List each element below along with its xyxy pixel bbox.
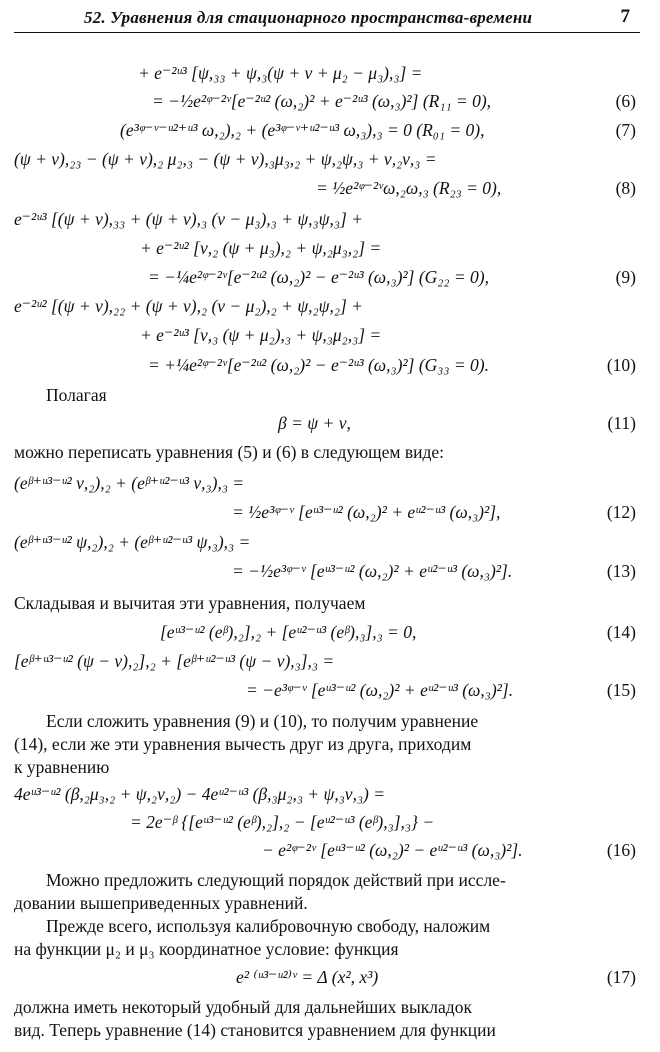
equation-line: + e⁻²ᵘ³ [ψ,₃₃ + ψ,₃(ψ + ν + μ₂ − μ₃),₃] = bbox=[138, 63, 423, 83]
equation-number: (14) bbox=[606, 622, 636, 642]
equation-number: (12) bbox=[606, 502, 636, 522]
page-number: 7 bbox=[620, 6, 630, 27]
paragraph-line: Прежде всего, используя калибровочную свободу, наложим bbox=[46, 916, 491, 936]
equation-line: = +¼e²ᵠ⁻²ᵛ[e⁻²ᵘ² (ω,₂)² − e⁻²ᵘ³ (ω,₃)²] (G₃₃ = 0). bbox=[148, 355, 489, 375]
equation-line: = −½e³ᵠ⁻ᵛ [eᵘ³⁻ᵘ² (ω,₂)² + eᵘ²⁻ᵘ³ (ω,₃)²]. bbox=[232, 561, 513, 581]
paragraph-line: довании вышеприведенных уравнений. bbox=[14, 893, 308, 913]
equation-line: e² ⁽ᵘ³⁻ᵘ²⁾ᵛ = Δ (x², x³) bbox=[236, 967, 379, 987]
paragraph-line: Если сложить уравнения (9) и (10), то получим уравнение bbox=[46, 711, 479, 731]
equation-number: (15) bbox=[606, 680, 636, 700]
equation-line: (ψ + ν),₂₃ − (ψ + ν),₂ μ₂,₃ − (ψ + ν),₃μ₃,₂ + ψ,₂ψ,₃ + ν,₂ν,₃ = bbox=[14, 149, 437, 169]
equation-number: (9) bbox=[615, 267, 636, 287]
equation-line: (e³ᵠ⁻ᵛ⁻ᵘ²⁺ᵘ³ ω,₂),₂ + (e³ᵠ⁻ᵛ⁺ᵘ²⁻ᵘ³ ω,₃),₃ = 0 (R₀₁ = 0), bbox=[120, 120, 485, 140]
equation-line: = ½e³ᵠ⁻ᵛ [eᵘ³⁻ᵘ² (ω,₂)² + eᵘ²⁻ᵘ³ (ω,₃)²], bbox=[232, 502, 501, 522]
paragraph-line: Полагая bbox=[46, 385, 107, 405]
equation-number: (16) bbox=[606, 840, 636, 860]
equation-line: 4eᵘ³⁻ᵘ² (β,₂μ₃,₂ + ψ,₂ν,₂) − 4eᵘ²⁻ᵘ³ (β,₃μ₂,₃ + ψ,₃ν,₃) = bbox=[14, 784, 386, 804]
equation-line: = ½e²ᵠ⁻²ᵛω,₂ω,₃ (R₂₃ = 0), bbox=[316, 178, 502, 198]
equation-line: = −½e²ᵠ⁻²ᵛ[e⁻²ᵘ² (ω,₂)² + e⁻²ᵘ³ (ω,₃)²] (R₁₁ = 0), bbox=[152, 91, 492, 111]
equation-number: (6) bbox=[615, 91, 636, 111]
equation-number: (11) bbox=[607, 413, 636, 433]
paragraph-line: на функции μ₂ и μ₃ координатное условие: функция bbox=[14, 939, 399, 959]
paragraph-line: Можно предложить следующий порядок действий при иссле- bbox=[46, 870, 506, 890]
equation-line: [eᵘ³⁻ᵘ² (eᵝ),₂],₂ + [eᵘ²⁻ᵘ³ (eᵝ),₃],₃ = 0, bbox=[160, 622, 417, 642]
equation-line: β = ψ + ν, bbox=[278, 413, 351, 433]
equation-line: (eᵝ⁺ᵘ³⁻ᵘ² ψ,₂),₂ + (eᵝ⁺ᵘ²⁻ᵘ³ ψ,₃),₃ = bbox=[14, 532, 251, 552]
paragraph-line: Складывая и вычитая эти уравнения, получаем bbox=[14, 593, 366, 613]
equation-line: [eᵝ⁺ᵘ³⁻ᵘ² (ψ − ν),₂],₂ + [eᵝ⁺ᵘ²⁻ᵘ³ (ψ − ν),₃],₃ = bbox=[14, 651, 335, 671]
paragraph-line: (14), если же эти уравнения вычесть друг из друга, приходим bbox=[14, 734, 472, 754]
equation-line: − e²ᵠ⁻²ᵛ [eᵘ³⁻ᵘ² (ω,₂)² − eᵘ²⁻ᵘ³ (ω,₃)²]. bbox=[262, 840, 523, 860]
equation-line: (eᵝ⁺ᵘ³⁻ᵘ² ν,₂),₂ + (eᵝ⁺ᵘ²⁻ᵘ³ ν,₃),₃ = bbox=[14, 473, 245, 493]
equation-number: (8) bbox=[615, 178, 636, 198]
equation-number: (7) bbox=[615, 120, 636, 140]
equation-number: (10) bbox=[606, 355, 636, 375]
equation-line: + e⁻²ᵘ³ [ν,₃ (ψ + μ₂),₃ + ψ,₃μ₂,₃] = bbox=[140, 325, 382, 345]
equation-line: = −¼e²ᵠ⁻²ᵛ[e⁻²ᵘ² (ω,₂)² − e⁻²ᵘ³ (ω,₃)²] (G₂₂ = 0), bbox=[148, 267, 489, 287]
equation-number: (13) bbox=[606, 561, 636, 581]
equation-number: (17) bbox=[606, 967, 636, 987]
running-header bbox=[14, 6, 640, 33]
equation-line: = −e³ᵠ⁻ᵛ [eᵘ³⁻ᵘ² (ω,₂)² + eᵘ²⁻ᵘ³ (ω,₃)²]. bbox=[246, 680, 514, 700]
paragraph-line: можно переписать уравнения (5) и (6) в следующем виде: bbox=[14, 442, 445, 462]
header-title: 52. Уравнения для стационарного пространства-времени bbox=[84, 8, 533, 27]
paragraph-line: должна иметь некоторый удобный для дальнейших выкладок bbox=[14, 997, 472, 1017]
equation-line: e⁻²ᵘ³ [(ψ + ν),₃₃ + (ψ + ν),₃ (ν − μ₃),₃ + ψ,₃ψ,₃] + bbox=[14, 209, 363, 229]
paragraph-line: к уравнению bbox=[14, 757, 110, 777]
equation-line: e⁻²ᵘ² [(ψ + ν),₂₂ + (ψ + ν),₂ (ν − μ₂),₂ + ψ,₂ψ,₂] + bbox=[14, 296, 363, 316]
equation-line: + e⁻²ᵘ² [ν,₂ (ψ + μ₃),₂ + ψ,₂μ₃,₂] = bbox=[140, 238, 382, 258]
equation-line: = 2e⁻ᵝ {[eᵘ³⁻ᵘ² (eᵝ),₂],₂ − [eᵘ²⁻ᵘ³ (eᵝ),₃],₃} − bbox=[130, 812, 435, 832]
paragraph-line: вид. Теперь уравнение (14) становится уравнением для функции bbox=[14, 1020, 496, 1040]
